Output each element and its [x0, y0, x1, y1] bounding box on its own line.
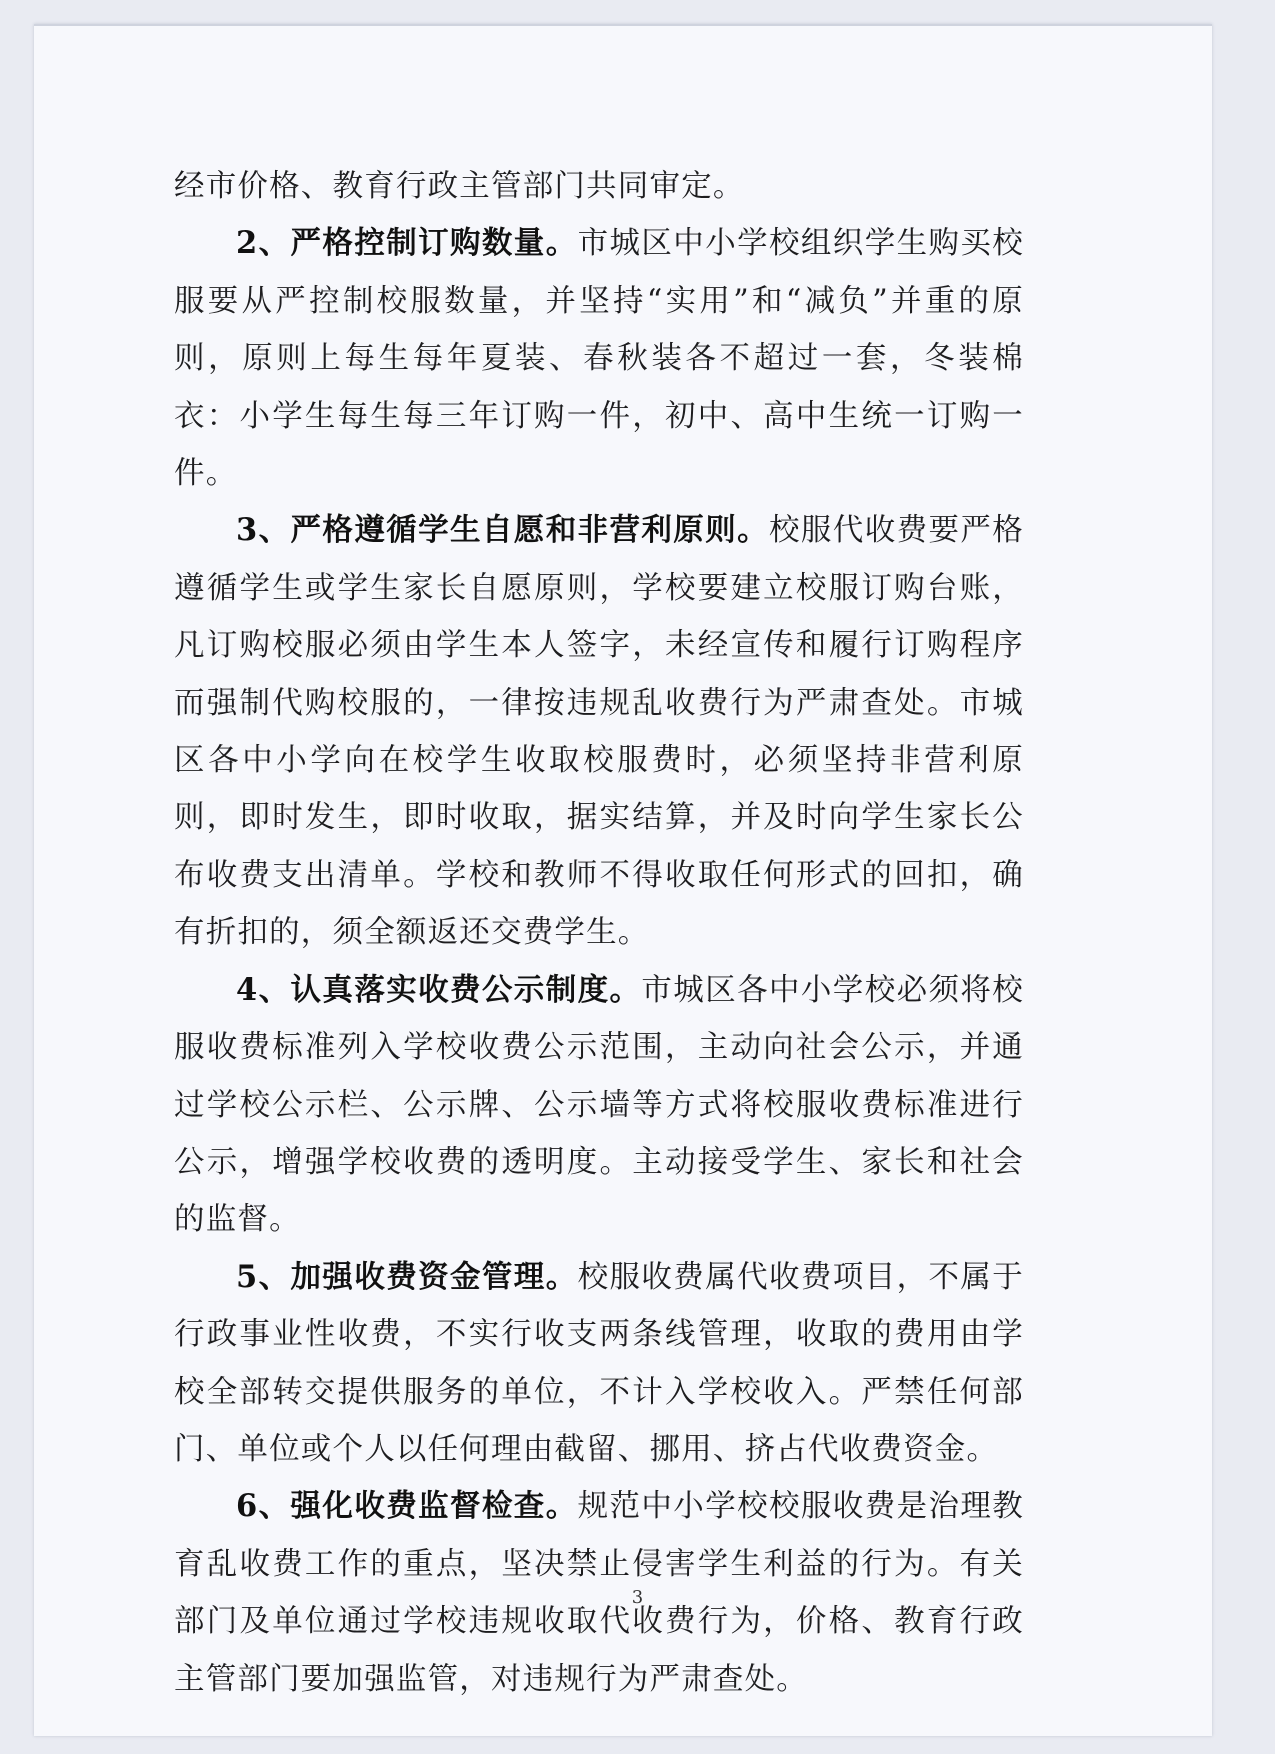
section-5-heading: 5、加强收费资金管理。 [236, 1258, 578, 1295]
section-2-body: 市城区中小学校组织学生购买校服要从严控制校服数量，并坚持“实用”和“减负”并重的原则，原则上每生每年夏装、春秋装各不超过一套，冬装棉衣：小学生每生每三年订购一件，初中、高中生统一订购一件。 [174, 226, 1024, 492]
page-number: 3 [631, 1587, 644, 1608]
section-3-heading: 3、严格遵循学生自愿和非营利原则。 [236, 512, 769, 549]
section-2-paragraph [174, 215, 1024, 502]
continuation-paragraph: 经市价格、教育行政主管部门共同审定。 [174, 169, 745, 204]
section-6-heading: 6、强化收费监督检查。 [236, 1488, 578, 1525]
section-5-paragraph [174, 1249, 1024, 1479]
section-2-heading: 2、严格控制订购数量。 [236, 225, 578, 262]
document-body [174, 158, 1024, 1708]
section-4-paragraph [174, 962, 1024, 1249]
page-top-edge [34, 24, 1212, 26]
section-6-body: 规范中小学校校服收费是治理教育乱收费工作的重点，坚决禁止侵害学生利益的行为。有关部门及单位通过学校违规收取代收费行为，价格、教育行政主管部门要加强监管，对违规行为严肃查处。 [174, 1489, 1024, 1697]
section-5-body: 校服收费属代收费项目，不属于行政事业性收费，不实行收支两条线管理，收取的费用由学校全部转交提供服务的单位，不计入学校收入。严禁任何部门、单位或个人以任何理由截留、挪用、挤占代收费资金。 [174, 1259, 1024, 1467]
section-3-body: 校服代收费要严格遵循学生或学生家长自愿原则，学校要建立校服订购台账，凡订购校服必须由学生本人签字，未经宣传和履行订购程序而强制代购校服的，一律按违规乱收费行为严肃查处。市城区各中小学向在校学生收取校服费时，必须坚持非营利原则，即时发生，即时收取，据实结算，并及时向学生家长公布收费支出清单。学校和教师不得收取任何形式的回扣，确有折扣的，须全额返还交费学生。 [174, 513, 1024, 951]
section-3-paragraph [174, 502, 1024, 961]
section-4-heading: 4、认真落实收费公示制度。 [236, 971, 642, 1008]
section-4-body: 市城区各中小学校必须将校服收费标准列入学校收费公示范围，主动向社会公示，并通过学校公示栏、公示牌、公示墙等方式将校服收费标准进行公示，增强学校收费的透明度。主动接受学生、家长和社会的监督。 [174, 972, 1024, 1238]
